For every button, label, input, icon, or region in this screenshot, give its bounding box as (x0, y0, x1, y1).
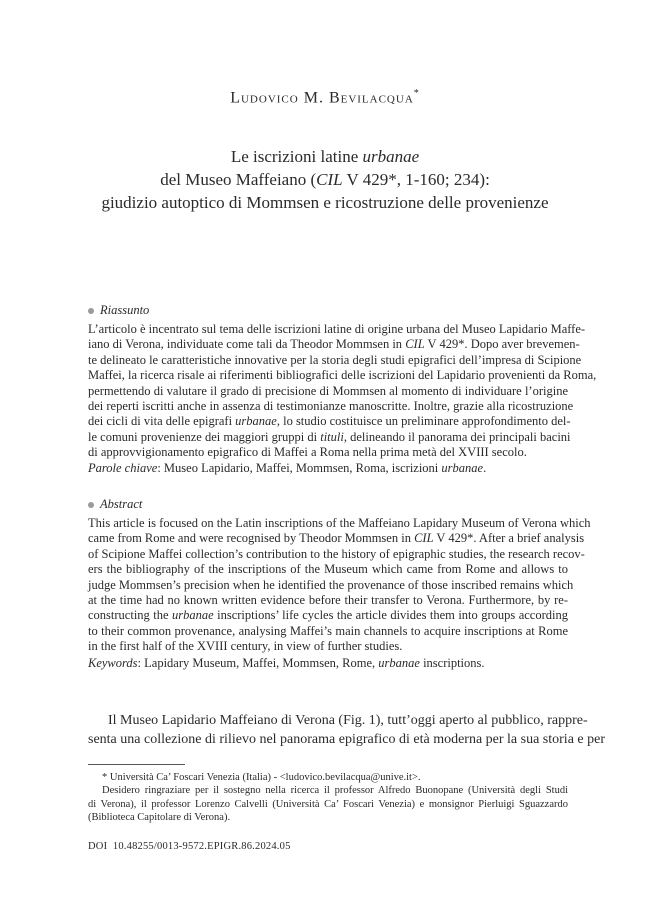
title-line-3: giudizio autoptico di Mommsen e ricostruzione delle provenienze (101, 193, 549, 212)
article-title (40, 145, 610, 214)
riassunto-heading: Riassunto (88, 303, 149, 318)
title-line-2: del Museo Maffeiano (CIL V 429*, 1-160; 234): (160, 170, 490, 189)
abstract-paragraph: This article is focused on the Latin inscriptions of the Maffeiano Lapidary Museum of Verona which came from Rome and were recognised by Theodor Mommsen in CIL V 429*. After a brief analysis of Scipione Maffei collection’s contribution to the history of epigraphic studies, the research recov- ers the bibliography of the inscriptions of the Museum which came from Rome and allows to judge Mommsen’s precision when he identified the provenance of those inscribed remains which at the time had no known written evidence before their transfer to Verona. Furthermore, by re- constructing the urbanae inscriptions’ life cycles the article divides them into groups according to their common provenance, analysing Maffei’s main channels to acquire inscriptions at Rome in the first half of the XVIII century, in view of further studies. (88, 516, 591, 654)
doi-identifier: DOI 10.48255/0013-9572.EPIGR.86.2024.05 (88, 841, 291, 852)
bullet-icon (88, 308, 94, 314)
author-name: Ludovico M. Bevilacqua* (230, 88, 420, 107)
body-paragraph: Il Museo Lapidario Maffeiano di Verona (Fig. 1), tutt’oggi aperto al pubblico, rappre- senta una collezione di rilievo nel panorama epigrafico di età moderna per la sua storia e per (88, 713, 606, 747)
footnote-divider (88, 764, 185, 765)
bullet-icon (88, 502, 94, 508)
title-line-1: Le iscrizioni latine urbanae (230, 147, 420, 166)
riassunto-paragraph: L’articolo è incentrato sul tema delle iscrizioni latine di origine urbana del Museo Lapidario Maffe- iano di Verona, individuate come tali da Theodor Mommsen in CIL V 429*. Dopo aver brevemen- te delineato le caratteristiche innovative per la storia degli studi epigrafici dell’impresa di Scipione Maffei, la ricerca risale ai riferimenti bibliografici delle iscrizioni del Lapidario provenienti da Roma, permettendo di valutare il grado di precisione di Mommsen al momento di individuare l’origine dei reperti iscritti anche in assenza di testimonianze manoscritte. Inoltre, grazie alla ricostruzione dei cicli di vita delle epigrafi urbanae, lo studio costituisce un preliminare approfondimento del- le comuni provenienze dei maggiori gruppi di tituli, delineando il panorama dei principali bacini di approvvigionamento epigrafico di Maffei a Roma nella prima metà del XVIII secolo. (88, 322, 597, 460)
footnotes: * Università Ca’ Foscari Venezia (Italia) - <ludovico.bevilacqua@unive.it>. Desidero ringraziare per il sostegno nella ricerca il professor Alfredo Buonopane (Università degli Studi di Verona), il professor Lorenzo Calvelli (Università Ca’ Foscari Venezia) e monsignor Pierluigi Sguazzardo (Biblioteca Capitolare di Verona). (88, 772, 568, 824)
abstract-keywords: Keywords: Lapidary Museum, Maffei, Mommsen, Rome, urbanae inscriptions. (88, 656, 485, 670)
abstract-heading: Abstract (88, 497, 142, 512)
riassunto-keywords: Parole chiave: Museo Lapidario, Maffei, Mommsen, Roma, iscrizioni urbanae. (88, 461, 487, 475)
